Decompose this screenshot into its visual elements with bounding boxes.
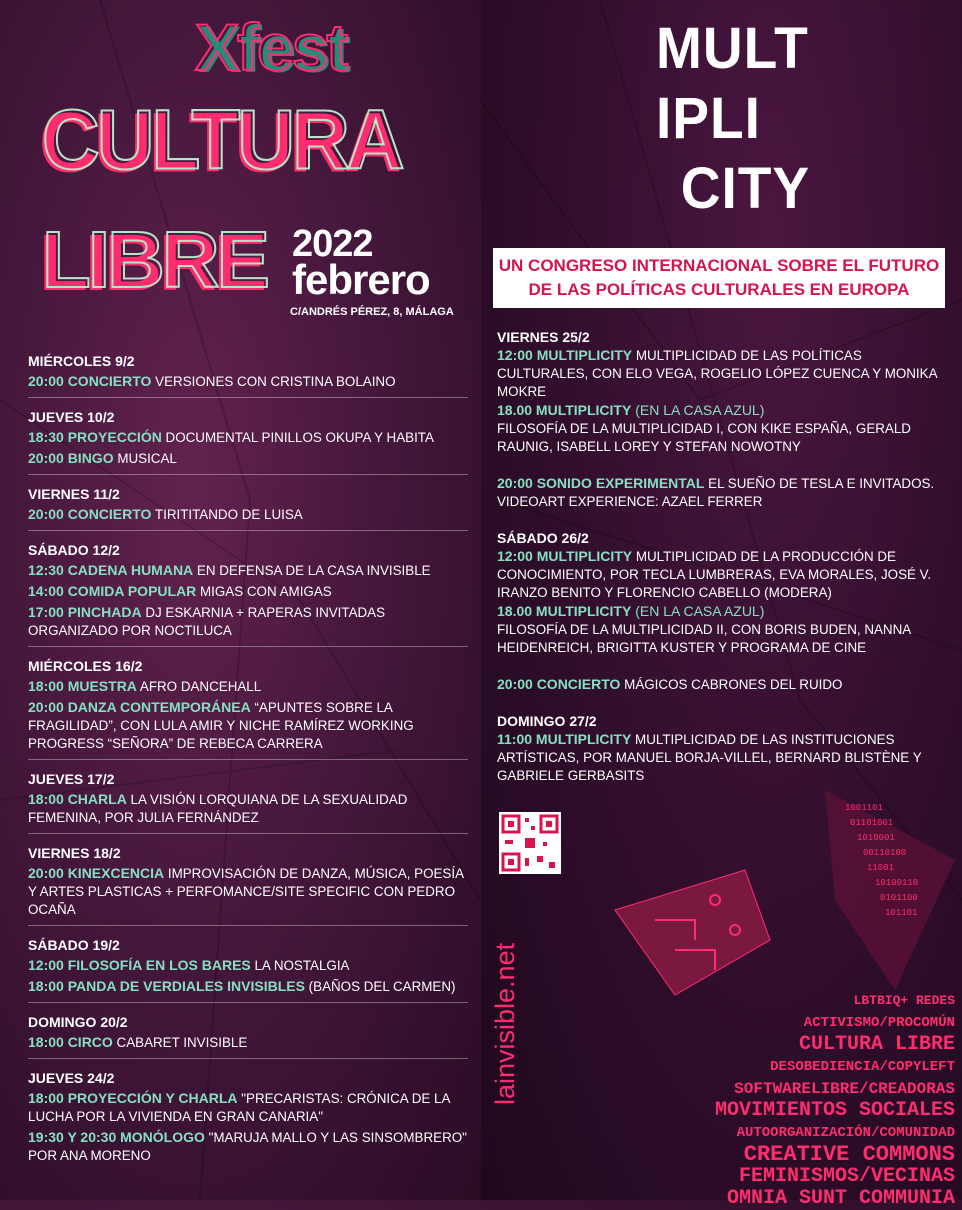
tag-label: CULTURA LIBRE [798, 1033, 955, 1056]
divider [28, 759, 468, 760]
divider [28, 397, 468, 398]
event-item [28, 428, 468, 447]
event-item [28, 603, 468, 640]
event-description: EN DEFENSA DE LA CASA INVISIBLE [193, 563, 431, 578]
xfest-logo: Xfest [195, 10, 347, 84]
divider [28, 530, 468, 531]
event-description: (BAÑOS DEL CARMEN) [304, 979, 456, 994]
divider [28, 1002, 468, 1003]
event-item [28, 956, 468, 975]
qr-code-icon [499, 812, 561, 874]
tag-label: FEMINISMOS/VECINAS [738, 1165, 955, 1188]
event-description: FILOSOFÍA DE LA MULTIPLICIDAD I, CON KIKE ESPAÑA, GERALD RAUNIG, ISABELL LOREY Y STEFAN NOWOTNY [497, 421, 911, 454]
event-item [28, 677, 468, 696]
event-time: 12:00 MULTIPLICITY [497, 347, 633, 363]
day-block [28, 936, 468, 996]
event-description: "MARUJA MALLO Y LAS SINSOMBRERO" POR ANA MORENO [28, 1130, 467, 1163]
event-time: 19:30 Y 20:30 MONÓLOGO [28, 1129, 205, 1145]
congreso-line: UN CONGRESO INTERNACIONAL SOBRE EL FUTURO [498, 256, 940, 275]
svg-text:1010001: 1010001 [857, 833, 895, 843]
day-block [497, 712, 947, 785]
event-item [28, 561, 468, 580]
qr-code[interactable] [499, 812, 561, 874]
tag-label: LBTBIQ+ REDES [853, 993, 955, 1008]
day-heading: VIERNES 25/2 [497, 329, 590, 345]
day-heading: DOMINGO 27/2 [497, 713, 597, 729]
event-time: 18:00 PANDA DE VERDIALES INVISIBLES [28, 978, 305, 994]
title-line: IPLI [656, 86, 761, 151]
day-block [28, 1013, 468, 1052]
divider [28, 646, 468, 647]
event-venue: (EN LA CASA AZUL) [631, 402, 765, 418]
svg-text:11001: 11001 [867, 863, 895, 873]
tag-label: OMNIA SUNT COMMUNIA [726, 1187, 955, 1210]
event-description: MULTIPLICIDAD DE LAS POLÍTICAS CULTURALES, CON ELO VEGA, ROGELIO LÓPEZ CUENCA Y MONIKA MOKRE [497, 348, 937, 399]
event-time: 20:00 SONIDO EXPERIMENTAL [497, 475, 705, 491]
day-heading: JUEVES 17/2 [28, 771, 115, 787]
month-label: febrero [292, 256, 430, 303]
tag-label: DESOBEDIENCIA/COPYLEFT [770, 1059, 955, 1075]
event-time: 14:00 COMIDA POPULAR [28, 583, 197, 599]
event-time: 20:00 DANZA CONTEMPORÁNEA [28, 699, 251, 715]
event-time: 12:30 CADENA HUMANA [28, 562, 194, 578]
event-description: "PRECARISTAS: CRÓNICA DE LA LUCHA POR LA VIVIENDA EN GRAN CANARIA" [28, 1091, 450, 1124]
event-item [28, 1089, 468, 1126]
event-item [28, 790, 468, 827]
day-block [28, 485, 468, 524]
event-item [497, 730, 947, 785]
event-time: 18:00 MUESTRA [28, 678, 137, 694]
year-label: 2022 [292, 223, 373, 265]
event-item [497, 474, 947, 511]
tag-label: SOFTWARELIBRE/CREADORAS [734, 1080, 955, 1098]
event-time: 12:00 FILOSOFÍA EN LOS BARES [28, 957, 251, 973]
event-description: EL SUEÑO DE TESLA E INVITADOS. VIDEOART EXPERIENCE: AZAEL FERRER [497, 476, 935, 509]
day-block [28, 657, 468, 753]
event-time: 20:00 BINGO [28, 450, 114, 466]
day-block [28, 352, 468, 391]
event-description: MIGAS CON AMIGAS [196, 584, 332, 599]
day-heading: SÁBADO 26/2 [497, 530, 589, 546]
event-item [497, 547, 947, 602]
day-heading: DOMINGO 20/2 [28, 1014, 128, 1030]
divider [28, 925, 468, 926]
day-heading: VIERNES 18/2 [28, 845, 121, 861]
day-block [28, 1069, 468, 1165]
day-heading: VIERNES 11/2 [28, 486, 120, 502]
event-time: 12:00 MULTIPLICITY [497, 548, 633, 564]
libre-title: LIBRE [42, 215, 267, 304]
event-time: 18:00 PROYECCIÓN Y CHARLA [28, 1090, 238, 1106]
svg-text:01101001: 01101001 [850, 818, 894, 828]
event-description: MULTIPLICIDAD DE LAS INSTITUCIONES ARTÍSTICAS, POR MANUEL BORJA-VILLEL, BERNARD BLISTÈNE Y GABRIELE GERBASITS [497, 732, 922, 783]
event-time: 17:00 PINCHADA [28, 604, 142, 620]
tag-label: ACTIVISMO/PROCOMÚN [803, 1015, 955, 1031]
event-description: CABARET INVISIBLE [112, 1035, 248, 1050]
divider [28, 1058, 468, 1059]
event-item [497, 401, 947, 456]
divider [28, 833, 468, 834]
multiplicity-title [656, 14, 810, 224]
day-heading: MIÉRCOLES 9/2 [28, 353, 135, 369]
tag-label: MOVIMIENTOS SOCIALES [714, 1099, 955, 1122]
event-item [28, 505, 468, 524]
address-label: C/ANDRÉS PÉREZ, 8, MÁLAGA [290, 306, 454, 318]
title-line: CITY [680, 156, 811, 221]
divider [28, 474, 468, 475]
event-item [28, 582, 468, 601]
day-block [28, 408, 468, 468]
day-block [497, 328, 947, 511]
day-heading: SÁBADO 19/2 [28, 937, 120, 953]
event-description: DJ ESKARNIA + RAPERAS INVITADAS ORGANIZADO POR NOCTILUCA [28, 605, 386, 638]
event-description: MÁGICOS CABRONES DEL RUIDO [620, 677, 843, 692]
event-time: 18.00 MULTIPLICITY [497, 402, 632, 418]
svg-text:00110100: 00110100 [863, 848, 907, 858]
day-heading: MIÉRCOLES 16/2 [28, 658, 143, 674]
svg-text:101101: 101101 [885, 908, 918, 918]
event-description: MULTIPLICIDAD DE LA PRODUCCIÓN DE CONOCIMIENTO, POR TECLA LUMBRERAS, EVA MORALES, JOSÉ V. IRANZO BENITO Y FLORENCIO CABELLO (MODERA) [497, 549, 932, 600]
event-item [497, 346, 947, 401]
event-description: “APUNTES SOBRE LA FRAGILIDAD”, CON LULA AMIR Y NICHE RAMÍREZ WORKING PROGRESS “SEÑORA” DE REBECA CARRERA [28, 700, 414, 751]
event-description: LA VISIÓN LORQUIANA DE LA SEXUALIDAD FEMENINA, POR JULIA FERNÁNDEZ [28, 792, 408, 825]
binary-shapes-illustration [595, 780, 955, 1000]
tag-cloud [665, 990, 955, 1210]
event-time: 20:00 CONCIERTO [497, 676, 621, 692]
event-item [497, 675, 947, 694]
event-description: AFRO DANCEHALL [136, 679, 262, 694]
event-description: VERSIONES CON CRISTINA BOLAINO [151, 374, 396, 389]
website-link[interactable]: lainvisible.net [490, 942, 520, 1105]
day-block [28, 844, 468, 919]
day-block [497, 529, 947, 694]
event-item [28, 449, 468, 468]
event-item [28, 1128, 468, 1165]
event-item [497, 602, 947, 657]
event-description: IMPROVISACIÓN DE DANZA, MÚSICA, POESÍA Y ARTES PLASTICAS + PERFOMANCE/SITE SPECIFIC CON PEDRO OCAÑA [28, 866, 464, 917]
event-description: FILOSOFÍA DE LA MULTIPLICIDAD II, CON BORIS BUDEN, NANNA HEIDENREICH, BRIGITTA KUSTER Y PROGRAMA DE CINE [497, 622, 911, 655]
tag-label: CREATIVE COMMONS [743, 1142, 955, 1167]
event-time: 20:00 CONCIERTO [28, 373, 152, 389]
congreso-banner [493, 248, 945, 308]
event-description: MUSICAL [113, 451, 177, 466]
event-time: 20:00 KINEXCENCIA [28, 865, 165, 881]
day-heading: SÁBADO 12/2 [28, 542, 120, 558]
event-item [28, 372, 468, 391]
event-description: LA NOSTALGIA [250, 958, 350, 973]
day-block [28, 541, 468, 640]
day-heading: JUEVES 10/2 [28, 409, 115, 425]
event-item [28, 1033, 468, 1052]
event-item [28, 864, 468, 919]
event-time: 18:00 CHARLA [28, 791, 127, 807]
day-block [28, 770, 468, 827]
event-time: 18:00 CIRCO [28, 1034, 113, 1050]
left-schedule [28, 352, 468, 1165]
event-description: TIRITITANDO DE LUISA [151, 507, 303, 522]
cultura-title: CULTURA [42, 92, 402, 187]
event-item [28, 977, 468, 996]
tag-label: AUTOORGANIZACIÓN/COMUNIDAD [736, 1125, 955, 1141]
event-description: DOCUMENTAL PINILLOS OKUPA Y HABITA [161, 430, 434, 445]
event-time: 18.00 MULTIPLICITY [497, 603, 632, 619]
event-time: 18:30 PROYECCIÓN [28, 429, 162, 445]
event-time: 20:00 CONCIERTO [28, 506, 152, 522]
svg-text:10100110: 10100110 [875, 878, 919, 888]
event-item [28, 698, 468, 753]
title-line: MULT [656, 16, 809, 81]
svg-text:0101100: 0101100 [880, 893, 918, 903]
congreso-line: DE LAS POLÍTICAS CULTURALES EN EUROPA [528, 280, 910, 299]
event-time: 11:00 MULTIPLICITY [497, 731, 632, 747]
day-heading: JUEVES 24/2 [28, 1070, 115, 1086]
right-schedule [497, 328, 947, 803]
svg-text:1001101: 1001101 [845, 803, 883, 813]
event-venue: (EN LA CASA AZUL) [631, 603, 765, 619]
